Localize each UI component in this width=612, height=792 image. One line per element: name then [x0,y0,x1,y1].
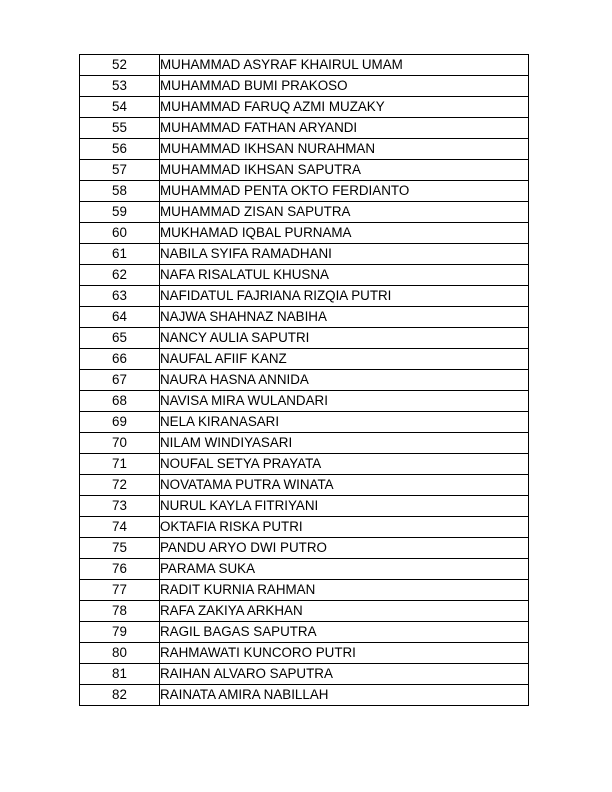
student-name-cell: RAINATA AMIRA NABILLAH [160,685,529,706]
table-row [80,643,529,664]
student-name-cell: RAIHAN ALVARO SAPUTRA [160,664,529,685]
row-number-cell: 55 [80,118,160,139]
student-name-cell: PANDU ARYO DWI PUTRO [160,538,529,559]
row-number-cell: 57 [80,160,160,181]
row-number-cell: 56 [80,139,160,160]
table-row [80,622,529,643]
student-name-cell: NAURA HASNA ANNIDA [160,370,529,391]
row-number-cell: 75 [80,538,160,559]
student-name-cell: NAJWA SHAHNAZ NABIHA [160,307,529,328]
student-name-cell: NILAM WINDIYASARI [160,433,529,454]
table-row [80,202,529,223]
row-number-cell: 66 [80,349,160,370]
table-row [80,76,529,97]
row-number-cell: 58 [80,181,160,202]
row-number-cell: 76 [80,559,160,580]
student-name-cell: NURUL KAYLA FITRIYANI [160,496,529,517]
student-name-cell: NABILA SYIFA RAMADHANI [160,244,529,265]
student-name-cell: MUKHAMAD IQBAL PURNAMA [160,223,529,244]
row-number-cell: 69 [80,412,160,433]
student-name-cell: NANCY AULIA SAPUTRI [160,328,529,349]
student-name-cell: PARAMA SUKA [160,559,529,580]
name-list-body [80,55,529,706]
table-row [80,496,529,517]
table-row [80,328,529,349]
table-row [80,475,529,496]
row-number-cell: 60 [80,223,160,244]
row-number-cell: 62 [80,265,160,286]
table-row [80,433,529,454]
row-number-cell: 81 [80,664,160,685]
table-row [80,97,529,118]
row-number-cell: 70 [80,433,160,454]
row-number-cell: 61 [80,244,160,265]
student-name-cell: NOVATAMA PUTRA WINATA [160,475,529,496]
table-row [80,265,529,286]
table-row [80,55,529,76]
student-name-cell: MUHAMMAD IKHSAN NURAHMAN [160,139,529,160]
table-row [80,307,529,328]
table-row [80,559,529,580]
student-name-cell: MUHAMMAD FARUQ AZMI MUZAKY [160,97,529,118]
row-number-cell: 80 [80,643,160,664]
table-row [80,139,529,160]
table-row [80,118,529,139]
row-number-cell: 65 [80,328,160,349]
table-row [80,601,529,622]
student-name-cell: MUHAMMAD IKHSAN SAPUTRA [160,160,529,181]
row-number-cell: 54 [80,97,160,118]
table-row [80,538,529,559]
row-number-cell: 53 [80,76,160,97]
table-row [80,412,529,433]
table-row [80,391,529,412]
row-number-cell: 67 [80,370,160,391]
student-name-cell: NAUFAL AFIIF KANZ [160,349,529,370]
row-number-cell: 72 [80,475,160,496]
student-name-cell: RADIT KURNIA RAHMAN [160,580,529,601]
student-name-cell: OKTAFIA RISKA PUTRI [160,517,529,538]
student-name-cell: MUHAMMAD ZISAN SAPUTRA [160,202,529,223]
row-number-cell: 71 [80,454,160,475]
table-row [80,223,529,244]
table-row [80,349,529,370]
table-row [80,580,529,601]
table-row [80,286,529,307]
table-row [80,244,529,265]
table-row [80,454,529,475]
student-name-cell: MUHAMMAD FATHAN ARYANDI [160,118,529,139]
student-name-cell: NAVISA MIRA WULANDARI [160,391,529,412]
row-number-cell: 64 [80,307,160,328]
table-row [80,181,529,202]
row-number-cell: 68 [80,391,160,412]
student-name-cell: MUHAMMAD BUMI PRAKOSO [160,76,529,97]
table-row [80,664,529,685]
row-number-cell: 78 [80,601,160,622]
student-name-cell: RAFA ZAKIYA ARKHAN [160,601,529,622]
table-row [80,685,529,706]
student-name-cell: RAHMAWATI KUNCORO PUTRI [160,643,529,664]
table-row [80,517,529,538]
row-number-cell: 52 [80,55,160,76]
row-number-cell: 77 [80,580,160,601]
name-list-table [79,54,529,706]
table-row [80,370,529,391]
row-number-cell: 74 [80,517,160,538]
student-name-cell: NELA KIRANASARI [160,412,529,433]
row-number-cell: 79 [80,622,160,643]
table-row [80,160,529,181]
student-name-cell: MUHAMMAD ASYRAF KHAIRUL UMAM [160,55,529,76]
student-name-cell: NAFIDATUL FAJRIANA RIZQIA PUTRI [160,286,529,307]
student-name-cell: MUHAMMAD PENTA OKTO FERDIANTO [160,181,529,202]
row-number-cell: 59 [80,202,160,223]
student-name-cell: NOUFAL SETYA PRAYATA [160,454,529,475]
student-name-cell: NAFA RISALATUL KHUSNA [160,265,529,286]
row-number-cell: 63 [80,286,160,307]
student-name-cell: RAGIL BAGAS SAPUTRA [160,622,529,643]
row-number-cell: 82 [80,685,160,706]
row-number-cell: 73 [80,496,160,517]
